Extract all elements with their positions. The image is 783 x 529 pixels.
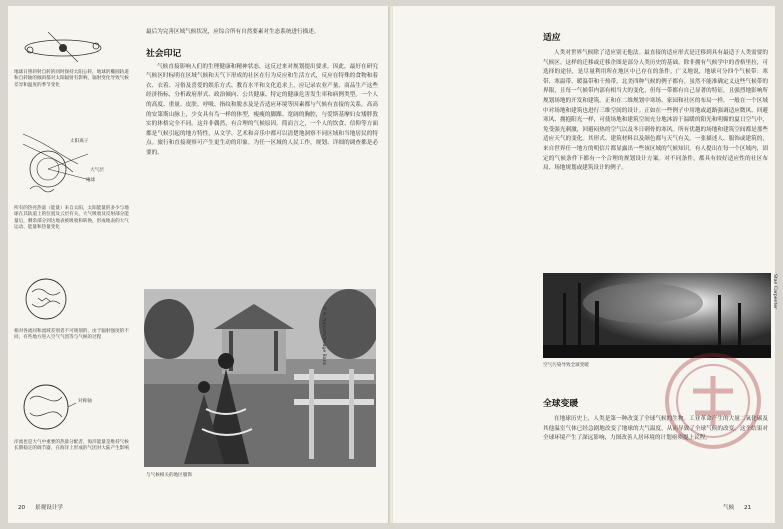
watermark-seal-icon [663, 351, 763, 451]
intro-line: 最后为完善区域气候状况，应综合所有自然要素对生态系统进行描述。 [146, 29, 320, 35]
folio-left [18, 503, 63, 511]
left-page [8, 6, 390, 523]
photo-caption-right: 空气污染导致全球变暖 [543, 363, 589, 368]
solar-radiation-figure [18, 114, 118, 204]
pollution-photo [543, 273, 771, 358]
label-atmos: 大气层 [90, 168, 104, 173]
folio-right [723, 503, 751, 511]
section-heading-adapt: 适应 [543, 33, 561, 43]
section-heading-global: 全球变暖 [543, 399, 579, 409]
air-mass-figure [18, 274, 78, 324]
right-main-column [543, 30, 768, 174]
left-main-column [146, 28, 378, 159]
dancers-photo-icon [144, 289, 376, 467]
ocean-current-figure [18, 379, 78, 435]
folio-title-right: 气候 [723, 505, 735, 511]
margin-caption-orbit: 地球日照斜射自转的同时保持太阳公转，地球的椭圆轨道和自转轴的倾斜都对太阳辐射有影响，辐射变化导致气候差异和温度的季节变化 [14, 70, 129, 88]
ocean-globe-icon [18, 379, 78, 435]
costume-photo [144, 289, 376, 467]
page-number-left: 20 [18, 505, 26, 511]
radiation-diagram-icon [18, 114, 118, 204]
paragraph-adapt: 人类对世界气候除了适应别无他法。最直接的适应形式是迁移到具有最适于人类需要的气候区。这样的迁移或迁移企图是部分人类历史的基础。除非拥有气候学中的香格里拉，可选择的途径，是尽量利用所在地区中已存在的条件。广义地说，地球可分四个气候带：寒带、寒温带、暖温带和干热带。北美四种气候的例子都有。虽然不能准确定义这些气候带的界限，且每一气候带内部有相当大的变化，但每一带都有自己显著的特征，且强烈地影响所规划场地的开发和建筑。正和在二维规划中寒场、家园和社区的布局一样，一般在一个区域中对场地和建筑也进行三维空间的设计。正如在一些例子中用地或道路强调适应微风、回避寒风、拥抱阳光一样，可使场地和建筑空间充分地沐浴于温暖的阳光和明媚的夏日空气中，免受强光刺激，回避闷热的空气以及冬日刺骨的寒风。所有优越的场地和建筑空间都是那些适应天气的变化。其形式、建筑材料以及颜色都与天气有关。一张描述人、服饰或建筑的，来自世界任一地方的明信片都显露出一些该区域的气候知识。有人提出在每一个区域内，固定的气候条件下都有一个合理的规划设计方案。对不同条件，都具有较好适应性的社区布局、场地规划或建筑设计的例子。 [543, 50, 768, 172]
photo-credit-right: Stan Carpenter [772, 274, 777, 309]
smokestack-photo-icon [543, 273, 771, 358]
label-sun: 太阳离子 [70, 139, 89, 144]
margin-caption-airmass: 相对各流同和流域差别者不可规划的，由于辐射强度的不同，有些地方进入空气气团等与气候的过程 [14, 329, 129, 341]
paragraph-global: 在地球历史上，人类是第一种改变了全球气候的生物。工业革命产生的大量二氧化碳及其他温室气体已经急剧地改变了地球的大气温度，从而导致了全球气候的改变。这个结果对全球环境产生了深远影响，力图改善人居环境的计划亟须提上议程。 [543, 416, 768, 442]
margin-caption-radiation: 所有的热亮热量（能量）来自太阳，太阳能量的多少与地球在其轨道上的位置及云层有关，大气吸收及反射部分能量后，剩余部分到达地表被吸收和转换，形成地表的大气运动、能量和热量变化 [14, 206, 129, 231]
label-ocean: 对称轴 [78, 399, 92, 404]
paragraph-social: 气候直接影响人们的生理健康和精神状态，这反过来对规划提出要求。因此，最好在研究气候区时标明在区域气候和天气下形成的社区在行为反应和生活方式，反应在特殊的食物和着衣、衣着、习俗及喜爱的娱乐方式、教育水平和文化追求上，应记录农业产量、商品生产这些经济指标，分析政府形式、政治倾向、公共健康、特定的健康危害发生率和病例类型。一个人的高度、重量、皮肤、呼吸、指纹和脱水及是否适应环境等因素都与气候有直接的关系。高高的安第斯山脉上，少女具有鸟一样的体型，瘦瘦的脚踝、宽阔的胸腔，与爱斯基摩妇女矮胖敦实的体格完全不同。这并非偶然，有合理的气候原因。简而言之，一个人的饮食、信仰等方面都是气候引起的地方特性，从文学、艺术和音乐中都可以清楚地洞察不同区域和当地居民的特点。旅行和直接观察可产生更生动的印象。为任一区域的人民工作，规划、详细的调查都是必要的。 [146, 63, 378, 156]
photo-credit-left: © A. Navarro/Image Bank [321, 306, 326, 366]
label-earth: 地球 [86, 178, 96, 183]
earth-orbit-figure [18, 28, 108, 64]
section-heading-social: 社会印记 [146, 48, 182, 59]
orbit-diagram-icon [18, 28, 108, 64]
right-page [393, 6, 775, 523]
photo-caption-left: 与气候相关的地区服饰 [146, 473, 192, 478]
globe-airflow-icon [18, 274, 78, 324]
margin-caption-ocean: 洋流也是大气中重要的热量分配者，海洋能量是维持气候长期稳定的调节器，在海洋上形成的气团对大陆产生影响 [14, 440, 129, 452]
page-number-right: 21 [743, 505, 752, 511]
folio-title-left: 景观设计学 [34, 505, 63, 511]
